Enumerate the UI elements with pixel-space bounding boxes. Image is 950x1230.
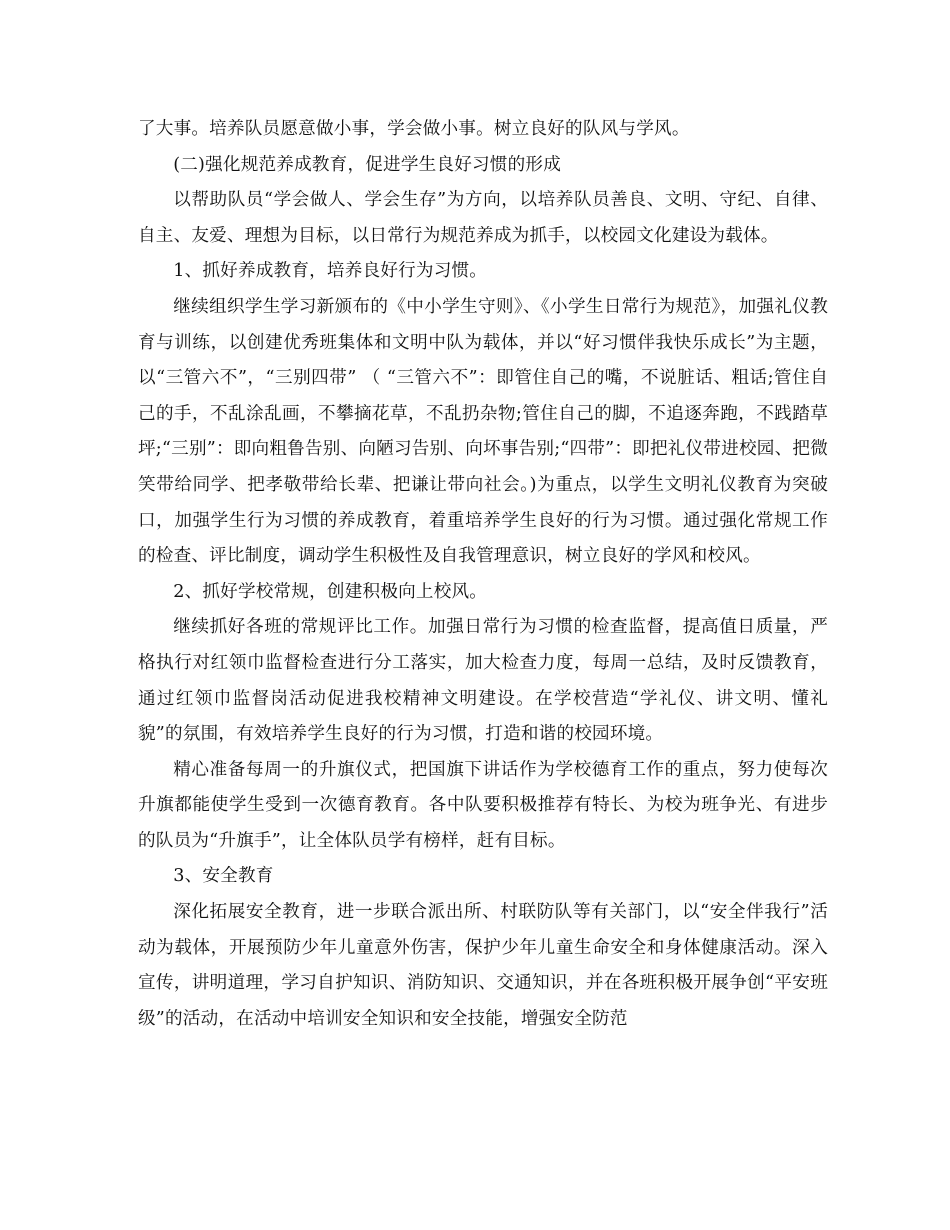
subheading-1: 1、抓好养成教育，培养良好行为习惯。 — [173, 261, 488, 282]
paragraph-flag-ceremony: 精心准备每周一的升旗仪式，把国旗下讲话作为学校德育工作的重点，努力使每次升旗都能使学生受到一次德育教育。各中队要积极推荐有特长、为校为班争光、有进步的队员为“升旗手”，让全体队员学有榜样，赶有目标。 — [138, 759, 828, 851]
section-heading-2: (二)强化规范养成教育，促进学生良好习惯的形成 — [173, 154, 561, 175]
paragraph-continuation: 了大事。培养队员愿意做小事，学会做小事。树立良好的队风与学风。 — [138, 119, 690, 139]
paragraph-direction: 以帮助队员“学会做人、学会生存”为方向，以培养队员善良、文明、守纪、自律、自主、友爱、理想为目标，以日常行为规范养成为抓手，以校园文化建设为载体。 — [138, 190, 828, 246]
paragraph-habits: 继续组织学生学习新颁布的《中小学生守则》、《小学生日常行为规范》，加强礼仪教育与训练，以创建优秀班集体和文明中队为载体，并以“好习惯伴我快乐成长”为主题，以“三管六不”，“三别四带” （ “三管六不”：即管住自己的嘴，不说脏话、粗话;管住自己的手，不乱涂乱画，不攀摘花草，不乱扔杂物;管住自己的脚，不追逐奔跑，不践踏草坪;“三别”：即向粗鲁告别、向陋习告别、向坏事告别;“四带”：即把礼仪带进校园、把微笑带给同学、把孝敬带给长辈、把谦让带向社会。)为重点，以学生文明礼仪教育为突破口，加强学生行为习惯的养成教育，着重培养学生良好的行为习惯。通过强化常规工作的检查、评比制度，调动学生积极性及自我管理意识，树立良好的学风和校风。 — [138, 296, 828, 567]
paragraph-school-routine: 继续抓好各班的常规评比工作。加强日常行为习惯的检查监督，提高值日质量，严格执行对红领巾监督检查进行分工落实，加大检查力度，每周一总结，及时反馈教育，通过红领巾监督岗活动促进我校精神文明建设。在学校营造“学礼仪、讲文明、懂礼貌”的氛围，有效培养学生良好的行为习惯，打造和谐的校园环境。 — [138, 617, 828, 745]
paragraph-safety: 深化拓展安全教育，进一步联合派出所、村联防队等有关部门，以“安全伴我行”活动为载体，开展预防少年儿童意外伤害，保护少年儿童生命安全和身体健康活动。深入宣传，讲明道理，学习自护知识、消防知识、交通知识，并在各班积极开展争创“平安班级”的活动，在活动中培训安全知识和安全技能，增强安全防范 — [138, 902, 828, 1029]
subheading-2: 2、抓好学校常规，创建积极向上校风。 — [173, 581, 488, 602]
document-body — [138, 112, 828, 1037]
subheading-3: 3、安全教育 — [173, 866, 274, 887]
